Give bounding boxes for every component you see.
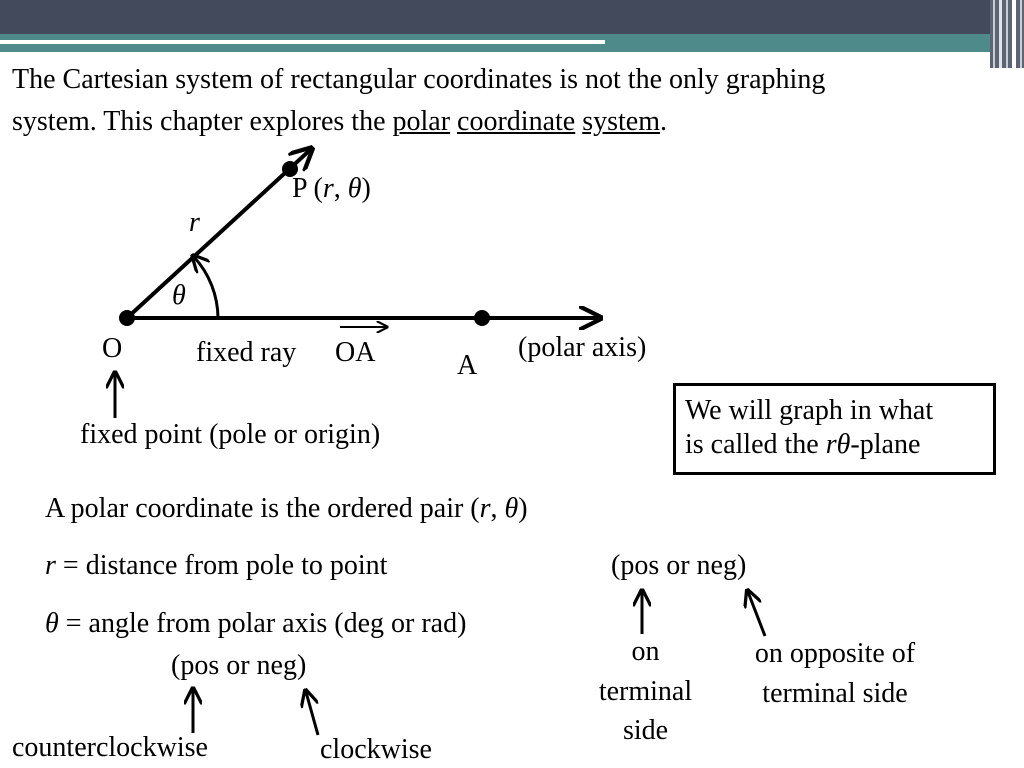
fixed-ray-label: fixed ray — [196, 337, 297, 368]
pole-label: O — [102, 333, 123, 364]
on-terminal-side-label — [588, 635, 703, 748]
pair-prefix: A polar coordinate is the ordered pair ( — [45, 493, 480, 524]
counterclockwise-label: counterclockwise — [12, 732, 208, 763]
rtheta-note-r: r — [825, 428, 837, 460]
r-label: r — [189, 207, 200, 238]
rtheta-note-prefix: is called the — [685, 428, 819, 460]
ordered-pair-definition — [45, 492, 528, 526]
pole-point — [119, 310, 135, 326]
pair-close: ) — [518, 493, 528, 524]
r-sign-label: (pos or neg) — [611, 550, 747, 581]
clockwise-label: clockwise — [320, 734, 432, 765]
coords-open: ( — [313, 173, 323, 204]
intro-line-1: The Cartesian system of rectangular coordinates is not the only graphing — [12, 64, 826, 95]
intro-period: . — [660, 106, 667, 137]
term-coordinate: coordinate — [457, 106, 576, 137]
r-definition — [45, 549, 387, 583]
rtheta-note-theta: θ — [836, 428, 851, 460]
theta-definition-symbol: θ — [45, 608, 59, 639]
point-a — [474, 310, 490, 326]
rtheta-plane-note — [673, 383, 996, 475]
on-terminal-line-3: side — [622, 715, 669, 747]
point-p-letter: P — [292, 173, 307, 204]
terminal-ray — [127, 150, 310, 318]
r-definition-symbol: r — [45, 550, 56, 581]
rtheta-note-line-2 — [685, 428, 993, 462]
opposite-line-2: terminal side — [762, 677, 908, 709]
point-p-label — [292, 172, 371, 206]
fixed-point-label: fixed point (pole or origin) — [80, 419, 381, 450]
opposite-line-1: on opposite of — [754, 638, 916, 669]
angle-arc — [194, 257, 218, 318]
term-polar: polar — [392, 106, 451, 137]
theta-definition-text: = angle from polar axis (deg or rad) — [58, 608, 467, 639]
theta-definition — [45, 607, 466, 641]
opposite-terminal-side-label — [735, 637, 935, 710]
coords-close: ) — [361, 173, 371, 204]
polar-axis-label: (polar axis) — [518, 332, 647, 363]
pair-comma: , — [490, 493, 498, 524]
rtheta-note-line-1: We will graph in what — [685, 395, 934, 426]
rtheta-note-suffix: -plane — [850, 428, 921, 460]
intro-line-2-prefix: system. This chapter explores the — [12, 106, 386, 137]
pair-theta: θ — [504, 493, 519, 524]
cw-arrow — [306, 692, 318, 735]
coords-theta: θ — [347, 173, 362, 204]
theta-label: θ — [172, 280, 186, 311]
ray-name-label: OA — [335, 337, 376, 368]
on-terminal-line-2: terminal — [598, 675, 693, 707]
r-definition-text: = distance from pole to point — [55, 550, 388, 581]
coords-comma: , — [333, 173, 341, 204]
opposite-side-arrow — [748, 592, 765, 636]
theta-sign-label: (pos or neg) — [171, 650, 307, 681]
term-system: system — [582, 106, 660, 137]
point-a-label: A — [457, 350, 478, 381]
pair-r: r — [479, 493, 491, 524]
on-terminal-line-1: on — [631, 636, 660, 667]
coords-r: r — [322, 173, 334, 204]
